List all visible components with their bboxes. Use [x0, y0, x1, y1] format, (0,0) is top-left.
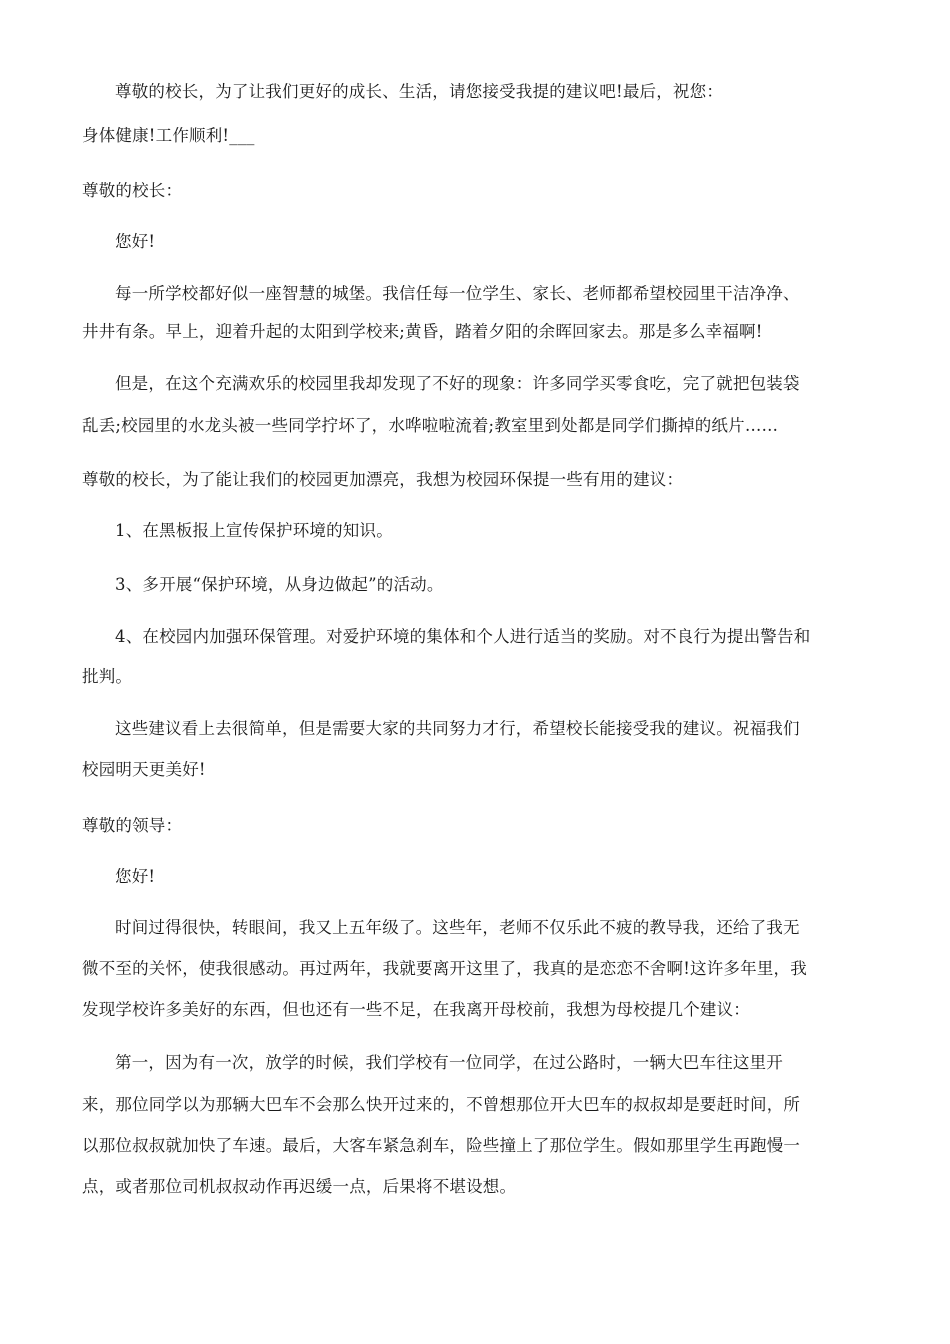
text-line: 这些建议看上去很简单，但是需要大家的共同努力才行，希望校长能接受我的建议。祝福我们	[115, 719, 800, 738]
text-line: 以那位叔叔就加快了车速。最后，大客车紧急刹车，险些撞上了那位学生。假如那里学生再跑慢一	[82, 1136, 801, 1155]
greeting: 您好!	[115, 232, 156, 251]
text-line: 乱丢;校园里的水龙头被一些同学拧坏了，水哗啦啦流着;教室里到处都是同学们撕掉的纸片……	[82, 416, 779, 435]
text-line: 尊敬的校长，为了让我们更好的成长、生活，请您接受我提的建议吧!最后，祝您：	[115, 82, 724, 101]
text-line: 时间过得很快，转眼间，我又上五年级了。这些年，老师不仅乐此不疲的教导我，还给了我无	[115, 918, 800, 937]
greeting: 您好!	[115, 867, 156, 886]
text-line: 尊敬的校长，为了能让我们的校园更加漂亮，我想为校园环保提一些有用的建议：	[82, 470, 684, 489]
text-line: 但是，在这个充满欢乐的校园里我却发现了不好的现象：许多同学买零食吃，完了就把包装袋	[115, 374, 800, 393]
text-line: 点，或者那位司机叔叔动作再迟缓一点，后果将不堪设想。	[82, 1177, 517, 1196]
salutation: 尊敬的校长：	[82, 181, 183, 200]
list-item: 4、在校园内加强环保管理。对爱护环境的集体和个人进行适当的奖励。对不良行为提出警告和	[115, 627, 811, 646]
text-line: 校园明天更美好!	[82, 760, 206, 779]
text-line: 发现学校许多美好的东西，但也还有一些不足，在我离开母校前，我想为母校提几个建议：	[82, 1000, 750, 1019]
text-line: 微不至的关怀，使我很感动。再过两年，我就要离开这里了，我真的是恋恋不舍啊!这许多年里，我	[82, 959, 807, 978]
text-line: 井井有条。早上，迎着升起的太阳到学校来;黄昏，踏着夕阳的余晖回家去。那是多么幸福啊!	[82, 322, 763, 341]
list-item: 3、多开展“保护环境，从身边做起”的活动。	[115, 575, 444, 594]
salutation: 尊敬的领导：	[82, 816, 183, 835]
text-line: 批判。	[82, 667, 133, 686]
text-line: 来，那位同学以为那辆大巴车不会那么快开过来的，不曾想那位开大巴车的叔叔却是要赶时间，所	[82, 1095, 801, 1114]
text-line: 每一所学校都好似一座智慧的城堡。我信任每一位学生、家长、老师都希望校园里干洁净净、	[115, 284, 800, 303]
text-line: 身体健康!工作顺利!___	[82, 126, 255, 145]
list-item: 1、在黑板报上宣传保护环境的知识。	[115, 521, 393, 540]
text-line: 第一，因为有一次，放学的时候，我们学校有一位同学，在过公路时，一辆大巴车往这里开	[115, 1053, 783, 1072]
